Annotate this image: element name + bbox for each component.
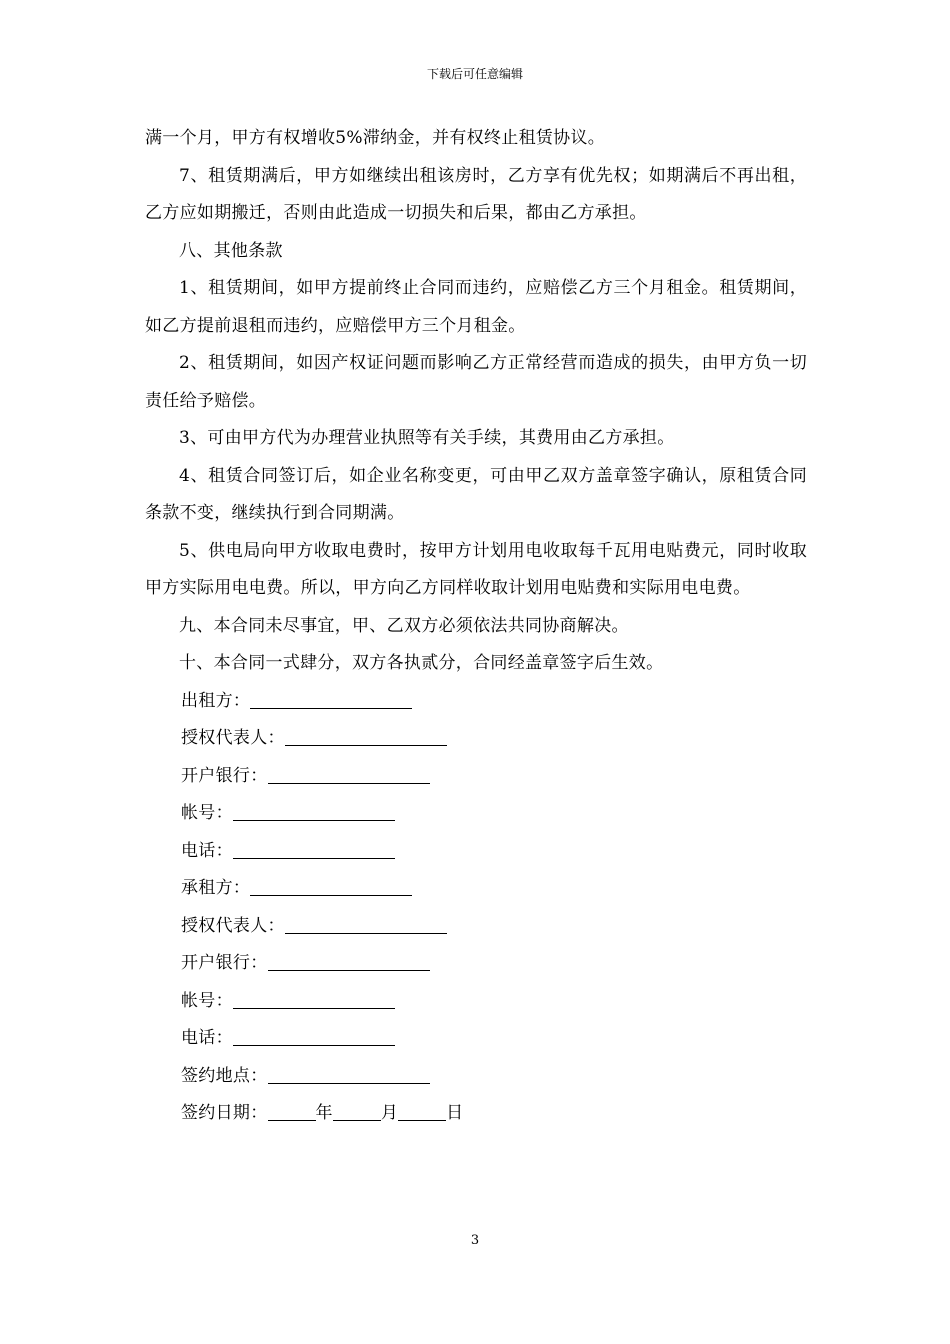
lessor-account-label: 帐号： <box>181 803 233 823</box>
lessor-rep-label: 授权代表人： <box>181 728 285 748</box>
lessor-bank-label: 开户银行： <box>181 765 268 786</box>
signing-place-line <box>145 1058 807 1096</box>
lessee-bank-line <box>145 945 807 983</box>
lessee-name-line <box>145 870 807 908</box>
signing-place-blank <box>268 1082 430 1084</box>
year-blank <box>268 1119 316 1121</box>
lessee-rep-label: 授权代表人： <box>181 915 285 936</box>
paragraph: 4、租赁合同签订后，如企业名称变更，可由甲乙双方盖章签字确认，原租赁合同条款不变，继续执行到合同期满。 <box>145 465 807 523</box>
lessor-bank-blank <box>268 782 430 784</box>
lessee-phone-blank <box>233 1044 395 1046</box>
lessor-phone-label: 电话： <box>181 840 233 861</box>
lessee-account-label: 帐号： <box>181 990 233 1011</box>
lessee-phone-line <box>145 1020 807 1058</box>
lessor-name-line <box>145 683 807 721</box>
month-blank <box>333 1119 381 1121</box>
paragraph: 5、供电局向甲方收取电费时，按甲方计划用电收取每千瓦用电贴费元，同时收取甲方实际用电电费。所以，甲方向乙方同样收取计划用电贴费和实际用电电费。 <box>145 540 807 598</box>
paragraph: 3、可由甲方代为办理营业执照等有关手续，其费用由乙方承担。 <box>179 428 675 448</box>
lessee-bank-label: 开户银行： <box>181 953 268 973</box>
paragraph: 1、租赁期间，如甲方提前终止合同而违约，应赔偿乙方三个月租金。租赁期间，如乙方提前退租而违约，应赔偿甲方三个月租金。 <box>145 278 807 336</box>
lessee-account-line <box>145 983 807 1021</box>
paragraph: 7、租赁期满后，甲方如继续出租该房时，乙方享有优先权；如期满后不再出租，乙方应如期搬迁，否则由此造成一切损失和后果，都由乙方承担。 <box>145 165 807 223</box>
lessor-account-blank <box>233 819 395 821</box>
lessee-name-blank <box>250 894 412 896</box>
page-number: 3 <box>470 1233 480 1248</box>
document-body <box>145 120 807 1133</box>
lessee-name-label: 承租方： <box>181 878 251 898</box>
lessee-phone-label: 电话： <box>181 1028 233 1048</box>
signing-place-label: 签约地点： <box>181 1065 268 1086</box>
day-label: 日 <box>446 1103 464 1123</box>
lessor-name-label: 出租方： <box>181 690 251 711</box>
lessor-rep-line <box>145 720 807 758</box>
lessor-phone-blank <box>233 857 395 859</box>
lessor-bank-line <box>145 758 807 796</box>
signing-date-line <box>145 1095 807 1133</box>
lessee-account-blank <box>233 1007 395 1009</box>
lessor-phone-line <box>145 833 807 871</box>
paragraph: 九、本合同未尽事宜，甲、乙双方必须依法共同协商解决。 <box>179 615 629 636</box>
month-label: 月 <box>380 1103 399 1123</box>
lessee-bank-blank <box>268 969 430 971</box>
page-header: 下载后可任意编辑 <box>426 67 523 81</box>
lessor-name-blank <box>250 707 412 709</box>
paragraph: 十、本合同一式肆分，双方各执贰分，合同经盖章签字后生效。 <box>179 653 664 673</box>
year-label: 年 <box>315 1103 333 1123</box>
paragraph: 满一个月，甲方有权增收5%滞纳金，并有权终止租赁协议。 <box>145 128 606 148</box>
lessee-rep-blank <box>285 932 447 934</box>
lessor-account-line <box>145 795 807 833</box>
lessee-rep-line <box>145 908 807 946</box>
signing-date-label: 签约日期： <box>181 1103 268 1123</box>
lessor-rep-blank <box>285 744 447 746</box>
section-heading: 八、其他条款 <box>179 240 283 261</box>
paragraph: 2、租赁期间，如因产权证问题而影响乙方正常经营而造成的损失，由甲方负一切责任给予赔偿。 <box>145 353 807 411</box>
day-blank <box>398 1119 446 1121</box>
